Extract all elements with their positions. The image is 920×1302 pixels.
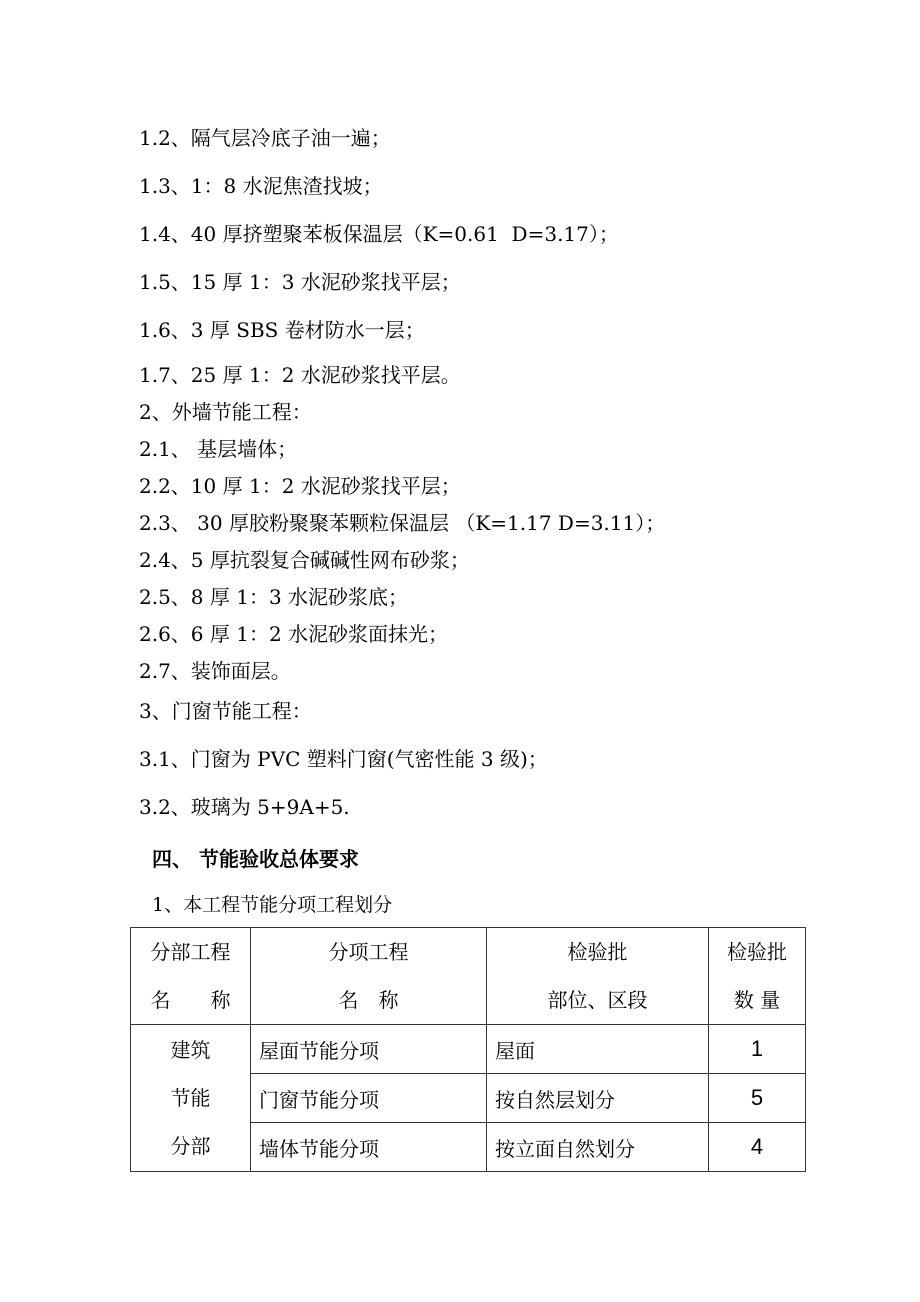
- division-cell: [131, 1025, 251, 1172]
- location-cell: 按自然层划分: [487, 1074, 709, 1123]
- text-line: 2.5、8 厚 1：3 水泥砂浆底；: [139, 585, 409, 609]
- header-text: 数 量: [733, 988, 781, 1012]
- division-text: 分部: [170, 1134, 211, 1158]
- header-text: 部位、区段: [547, 988, 648, 1012]
- text-line: 1.2、隔气层冷底子油一遍；: [139, 126, 391, 150]
- header-text: 名 称: [150, 988, 231, 1012]
- header-text: 检验批: [727, 940, 787, 964]
- section-heading: 四、 节能验收总体要求: [152, 847, 359, 871]
- item-cell: 屋面节能分项: [251, 1025, 487, 1074]
- header-text: 分部工程: [150, 940, 231, 964]
- location-cell: 屋面: [487, 1025, 709, 1074]
- subheading: 1、本工程节能分项工程划分: [152, 894, 393, 916]
- text-line: 1.6、3 厚 SBS 卷材防水一层；: [139, 318, 425, 342]
- header-division: [131, 928, 251, 1025]
- text-line: 2.1、 基层墙体；: [139, 437, 298, 461]
- text-line: 1.7、25 厚 1：2 水泥砂浆找平层。: [139, 363, 461, 387]
- item-cell: 墙体节能分项: [251, 1123, 487, 1172]
- text-line: 3、门窗节能工程：: [139, 699, 312, 723]
- count-cell: 5: [709, 1074, 806, 1123]
- header-text: 名 称: [338, 988, 399, 1012]
- header-count: [709, 928, 806, 1025]
- header-text: 分项工程: [328, 940, 409, 964]
- division-text: 节能: [170, 1086, 211, 1110]
- division-text: 建筑: [170, 1038, 211, 1062]
- text-line: 1.5、15 厚 1：3 水泥砂浆找平层；: [139, 270, 461, 294]
- header-text: 检验批: [567, 940, 628, 964]
- item-cell: 门窗节能分项: [251, 1074, 487, 1123]
- text-line: 3.2、玻璃为 5+9A+5.: [139, 795, 350, 819]
- division-table: [130, 927, 806, 1172]
- text-line: 2.3、 30 厚胶粉聚聚苯颗粒保温层 （K=1.17 D=3.11）；: [139, 511, 666, 535]
- text-line: 3.1、门窗为 PVC 塑料门窗(气密性能 3 级)；: [139, 747, 548, 771]
- text-line: 2.4、5 厚抗裂复合碱碱性网布砂浆；: [139, 548, 470, 572]
- count-cell: 4: [709, 1123, 806, 1172]
- text-line: 1.4、40 厚挤塑聚苯板保温层（K=0.61 D=3.17）；: [139, 222, 619, 246]
- header-location: [487, 928, 709, 1025]
- header-item: [251, 928, 487, 1025]
- table-row: [131, 1025, 806, 1074]
- text-line: 2.6、6 厚 1：2 水泥砂浆面抹光；: [139, 622, 449, 646]
- table-header-row: [131, 928, 806, 1025]
- text-line: 2.2、10 厚 1：2 水泥砂浆找平层；: [139, 474, 461, 498]
- count-cell: 1: [709, 1025, 806, 1074]
- text-line: 2.7、装饰面层。: [139, 659, 291, 683]
- text-line: 2、外墙节能工程：: [139, 400, 312, 424]
- text-line: 1.3、1：8 水泥焦渣找坡；: [139, 174, 383, 198]
- location-cell: 按立面自然划分: [487, 1123, 709, 1172]
